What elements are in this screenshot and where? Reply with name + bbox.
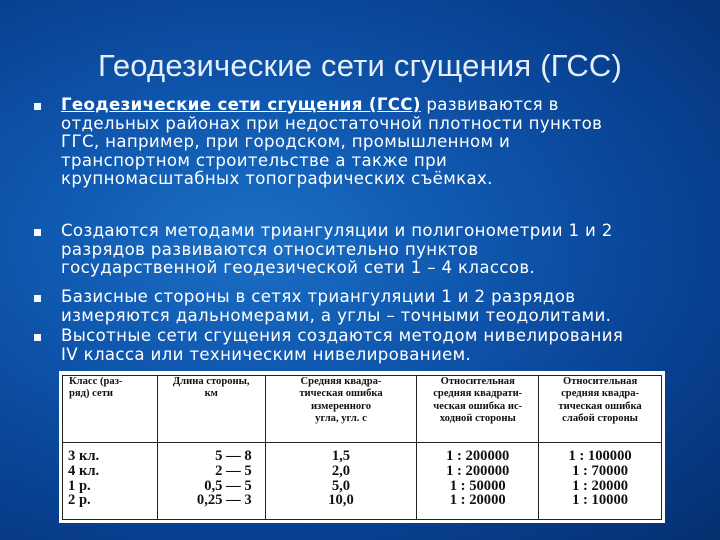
bullet-line: измеряются дальномерами, а углы – точными теодолитами. bbox=[61, 305, 612, 325]
bullet-text bbox=[61, 96, 703, 189]
bullet-text bbox=[61, 222, 703, 278]
bullet-lead-term: Геодезические сети сгущения (ГСС) bbox=[61, 95, 421, 114]
column-header-side-length: Длина стороны, км bbox=[157, 376, 265, 443]
bullet-line: Создаются методами триангуляции и полигонометрии 1 и 2 bbox=[61, 221, 613, 240]
bullet-line: Базисные стороны в сетях триангуляции 1 и 2 разрядов bbox=[61, 287, 576, 306]
table-header-row bbox=[63, 376, 662, 443]
bullet-line: развиваются в bbox=[420, 95, 559, 114]
square-bullet-icon bbox=[34, 334, 41, 341]
initial-side-error-cell: 1 : 200000 1 : 200000 1 : 50000 1 : 20000 bbox=[417, 443, 539, 520]
accuracy-table bbox=[62, 375, 662, 520]
bullet-text bbox=[61, 327, 703, 364]
bullet-line: государственной геодезической сети 1 – 4 классов. bbox=[61, 258, 536, 278]
class-cell: 3 кл. 4 кл. 1 р. 2 р. bbox=[63, 443, 158, 520]
square-bullet-icon bbox=[34, 103, 41, 110]
square-bullet-icon bbox=[34, 295, 41, 302]
bullet-line: ГГС, например, при городском, промышленном и bbox=[61, 132, 511, 152]
column-header-angle-error: Средняя квадра- тическая ошибка измеренного угла, угл. с bbox=[265, 376, 417, 443]
square-bullet-icon bbox=[34, 229, 41, 236]
side-length-cell: 5 — 8 2 — 5 0,5 — 5 0,25 — 3 bbox=[157, 443, 265, 520]
slide-title: Геодезические сети сгущения (ГСС) bbox=[97, 48, 623, 83]
column-header-class: Класс (раз- ряд) сети bbox=[63, 376, 158, 443]
bullet-line: разрядов развиваются относительно пунктов bbox=[61, 239, 479, 259]
table-row bbox=[63, 443, 662, 520]
column-header-initial-side-error: Относительная средняя квадрати- ческая ошибка ис- ходной стороны bbox=[417, 376, 539, 443]
bullet-line: крупномасштабных топографических съёмках. bbox=[61, 169, 493, 189]
weak-side-error-cell: 1 : 100000 1 : 70000 1 : 20000 1 : 10000 bbox=[539, 443, 662, 520]
angle-error-cell: 1,5 2,0 5,0 10,0 bbox=[265, 443, 417, 520]
bullet-line: IV класса или техническим нивелированием. bbox=[61, 344, 472, 364]
bullet-line: Высотные сети сгущения создаются методом нивелирования bbox=[61, 326, 624, 345]
accuracy-table-image bbox=[59, 371, 665, 523]
column-header-weak-side-error: Относительная средняя квадра- тическая ошибка слабой стороны bbox=[539, 376, 662, 443]
bullet-text bbox=[61, 288, 703, 325]
bullet-line: транспортном строительстве а также при bbox=[61, 150, 448, 170]
bullet-line: отдельных районах при недостаточной плотности пунктов bbox=[61, 113, 603, 133]
